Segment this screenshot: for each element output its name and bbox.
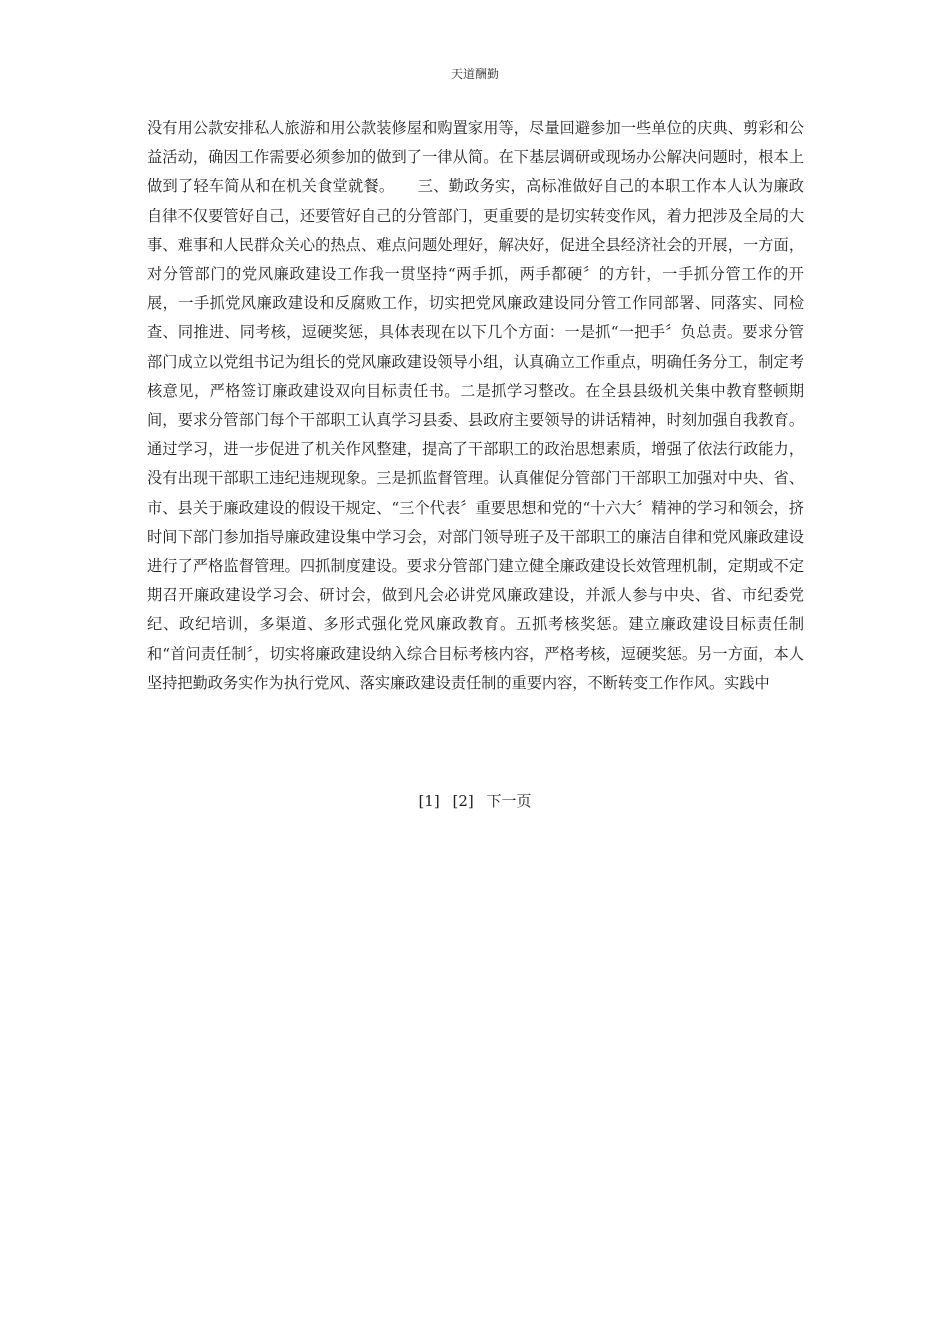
page-link-2[interactable]: [2] (452, 792, 474, 810)
page-header-title: 天道酬勤 (450, 67, 499, 81)
page-link-1[interactable]: [1] (418, 792, 440, 810)
pagination (0, 790, 950, 812)
next-page-link[interactable]: 下一页 (486, 792, 532, 810)
body-paragraph: 没有用公款安排私人旅游和用公款装修屋和购置家用等，尽量回避参加一些单位的庆典、剪彩和公益活动，确因工作需要必须参加的做到了一律从简。在下基层调研或现场办公解决问题时，根本上做到了轻车简从和在机关食堂就餐。 三、勤政务实，高标准做好自己的本职工作本人认为廉政自律不仅要管好自己，还要管好自己的分管部门，更重要的是切实转变作风，着力把涉及全局的大事、难事和人民群众关心的热点、难点问题处理好，解决好，促进全县经济社会的开展，一方面，对分管部门的党风廉政建设工作我一贯坚持“两手抓，两手都硬〞的方针，一手抓分管工作的开展，一手抓党风廉政建设和反腐败工作，切实把党风廉政建设同分管工作同部署、同落实、同检查、同推进、同考核，逗硬奖惩，具体表现在以下几个方面：一是抓“一把手〞负总责。要求分管部门成立以党组书记为组长的党风廉政建设领导小组，认真确立工作重点，明确任务分工，制定考核意见，严格签订廉政建设双向目标责任书。二是抓学习整改。在全县县级机关集中教育整顿期间，要求分管部门每个干部职工认真学习县委、县政府主要领导的讲话精神，时刻加强自我教育。通过学习，进一步促进了机关作风整建，提高了干部职工的政治思想素质，增强了依法行政能力，没有出现干部职工违纪违规现象。三是抓监督管理。认真催促分管部门干部职工加强对中央、省、市、县关于廉政建设的假设干规定、“三个代表〞重要思想和党的“十六大〞精神的学习和领会，挤时间下部门参加指导廉政建设集中学习会，对部门领导班子及干部职工的廉洁自律和党风廉政建设进行了严格监督管理。四抓制度建设。要求分管部门建立健全廉政建设长效管理机制，定期或不定期召开廉政建设学习会、研讨会，做到凡会必讲党风廉政建设，并派人参与中央、省、市纪委党纪、政纪培训，多渠道、多形式强化党风廉政教育。五抓考核奖惩。建立廉政建设目标责任制和“首问责任制〞，切实将廉政建设纳入综合目标考核内容，严格考核，逗硬奖惩。另一方面，本人坚持把勤政务实作为执行党风、落实廉政建设责任制的重要内容，不断转变工作作风。实践中 (147, 119, 804, 692)
